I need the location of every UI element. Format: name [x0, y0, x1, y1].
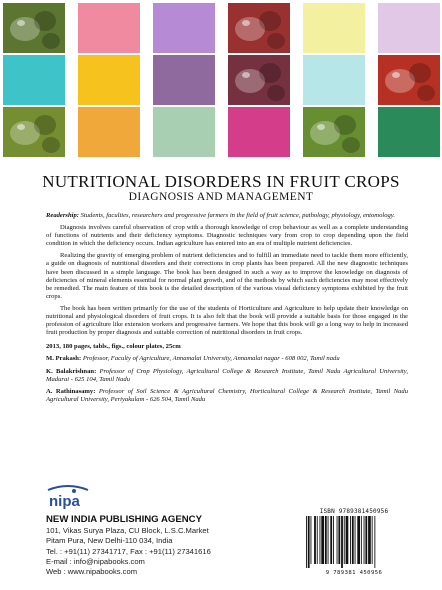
- color-tile: [78, 107, 140, 157]
- publisher-email: E-mail : info@nipabooks.com: [46, 556, 145, 566]
- paragraph-gravity: Realizing the gravity of emerging problem of nutrient deficiencies and to fulfill an immediate need to tackle them more efficiently, a guide on diagnosis of nutritional disorders and their corrections in crop plants has been prepared. All the new diagnostic techniques have been discussed in a simple language. The book has been designed in such a way as to improve the knowledge on diagnosis of deficiencies of mineral elements essential for normal plant growth, and of the methods by which such deficiencies may most effectively be remedied. The main feature of this book is the detailed description of the various visual deficiency symptoms exhibited by the fruit crops.: [46, 252, 408, 300]
- paragraph-diagnosis: Diagnosis involves careful observation of crop with a thorough knowledge of crop behaviour as well as a complete understanding of functions of nutrients and their deficiency symptoms. Diagnostic techniques vary from crop to crop depending upon the field condition in which the deficiency occurs. Indian agriculture has entered into an era of multiple nutrient deficiencies.: [46, 224, 408, 248]
- back-cover-text: [46, 212, 408, 408]
- nipa-logo: [46, 484, 92, 512]
- publisher-phone: Tel. : +91(11) 27341717, Fax : +91(11) 27341616: [46, 546, 211, 556]
- author-balakrishnan: [46, 368, 408, 384]
- barcode-bar: [317, 516, 318, 564]
- barcode-bar: [374, 516, 375, 568]
- barcode-bar: [311, 516, 312, 564]
- readership: [46, 212, 408, 220]
- barcode-bar: [355, 516, 356, 564]
- publisher-name: NEW INDIA PUBLISHING AGENCY: [46, 514, 202, 525]
- color-tile: [153, 55, 215, 105]
- publisher-address-line2: Pitam Pura, New Delhi-110 034, India: [46, 536, 173, 546]
- color-tile: [228, 107, 290, 157]
- barcode-bar: [338, 516, 340, 564]
- mango-photo: [3, 107, 65, 157]
- color-tile: [153, 3, 215, 53]
- barcode-bar: [346, 516, 349, 564]
- author-name: A. Rathinasamy:: [46, 387, 96, 395]
- author-affiliation: Professor of Crop Physiology, Agricultural College & Research Institute, Tamil Nadu Agricultural University, Madurai - 625 104, Tamil Nadu: [46, 367, 408, 383]
- book-title: NUTRITIONAL DISORDERS IN FRUIT CROPS: [42, 172, 400, 191]
- author-rathinasamy: [46, 388, 408, 404]
- author-affiliation: Professor, Faculty of Agriculture, Annamalai University, Annamalai nagar - 608 002, Tamil nadu: [82, 355, 340, 363]
- color-tile: [303, 55, 365, 105]
- barcode-bar: [321, 516, 324, 564]
- diseased-fruit-photo: [228, 55, 290, 105]
- barcode-bars: [304, 516, 404, 568]
- publisher-info: [46, 514, 306, 577]
- color-tile: [78, 55, 140, 105]
- barcode-bar: [333, 516, 334, 564]
- barcode-bar: [306, 516, 307, 568]
- barcode-digits: 9 789381 450956: [325, 570, 383, 576]
- publisher-website: Web : www.nipabooks.com: [46, 567, 138, 577]
- readership-text: Students, faculties, researchers and progressive farmers in the field of fruit science, pathology, physiology, entomology.: [80, 212, 396, 219]
- barcode-bar: [350, 516, 351, 564]
- author-name: M. Prakash:: [46, 355, 82, 363]
- author-name: K. Balakrishnan:: [46, 367, 97, 375]
- color-tile: [378, 107, 440, 157]
- barcode-bar: [308, 516, 310, 568]
- publication-details: 2013, 180 pages, tabls., figs., colour plates, 25cm: [46, 343, 181, 351]
- cover-image-grid: [0, 0, 442, 162]
- color-tile: [378, 3, 440, 53]
- barcode-bar: [368, 516, 371, 564]
- color-tile: [3, 55, 65, 105]
- barcode-bar: [337, 516, 338, 564]
- color-tile: [78, 3, 140, 53]
- barcode-bar: [344, 516, 345, 564]
- barcode-bar: [320, 516, 321, 564]
- barcode-bar: [372, 516, 373, 564]
- barcode-bar: [328, 516, 329, 564]
- isbn-label: ISBN 9789381450956: [319, 508, 389, 515]
- author-prakash: [46, 355, 408, 363]
- barcode-bar: [330, 516, 332, 564]
- barcode-bar: [365, 516, 367, 564]
- color-tile: [153, 107, 215, 157]
- barcode-bar: [341, 516, 343, 568]
- author-affiliation: Professor of Soil Science & Agricultural Chemistry, Horticultural College & Research Institute, Tamil Nadu Agricultural University, Periyakulam - 626 504, Tamil Nadu: [46, 387, 408, 403]
- citrus-fruit-photo: [303, 107, 365, 157]
- barcode-bar: [325, 516, 327, 564]
- book-subtitle: DIAGNOSIS AND MANAGEMENT: [128, 191, 314, 203]
- red-fruit-photo: [378, 55, 440, 105]
- barcode-bar: [357, 516, 360, 564]
- paragraph-purpose: The book has been written primarily for the use of the students of Horticulture and Agriculture to help update their knowledge on nutritional and physiological disorders of fruit crops. It is also felt that the book will provide a suitable basis for those engaged in the profession of agriculture like extension workers and progressive farmers. We hope that this book will go a long way to help in increased fruit production by proper diagnosis and suitable correction of nutritional disorders in fruit crops.: [46, 304, 408, 337]
- barcode-bar: [352, 516, 354, 564]
- color-tile: [303, 3, 365, 53]
- publisher-address-line1: 101, Vikas Surya Plaza, CU Block, L.S.C.Market: [46, 526, 209, 535]
- barcode-bar: [361, 516, 362, 564]
- isbn-barcode: [300, 508, 408, 576]
- logo-text: nipa: [49, 493, 80, 510]
- readership-label: Readership:: [46, 212, 79, 219]
- leaf-spot-photo: [3, 3, 65, 53]
- barcode-bar: [314, 516, 316, 564]
- strawberry-photo: [228, 3, 290, 53]
- barcode-bar: [364, 516, 365, 564]
